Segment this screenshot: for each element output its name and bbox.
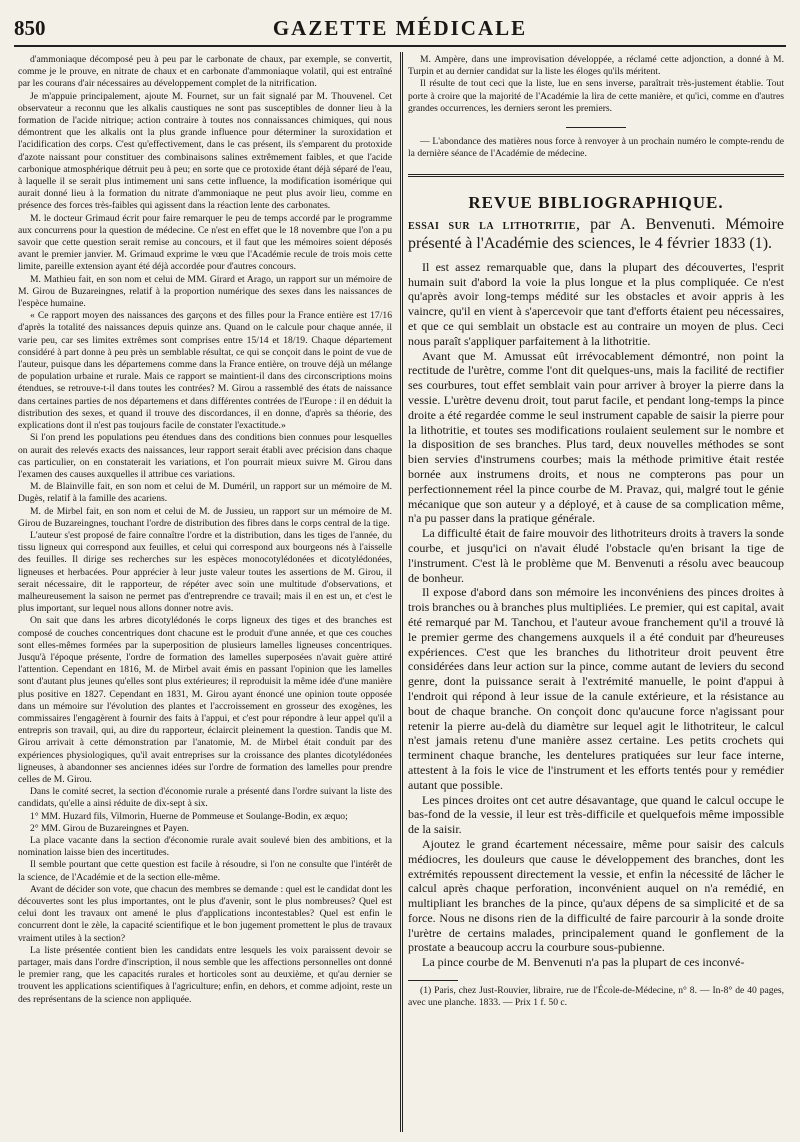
review-heading-rest: , par A. Benvenuti. Mémoire présenté à l'Académie des sciences, le 4 février 1833 (1). — [408, 215, 784, 252]
article-paragraph: Si l'on prend les populations peu étendues dans des conditions bien connues pour lesquelles on aurait des relevés exacts des naissances, leur rapport serait établi avec précision dans chaque cas particulier, on en constaterait les variations, et l'on pourrait mieux suivre M. Girou dans l'examen des causes auxquelles il attribue ces variations. — [18, 432, 392, 480]
article-paragraph: Avant de décider son vote, que chacun des membres se demande : quel est le candidat dont les découvertes sont les plus importantes, ont le plus d'avenir, sont le plus nombreuses? Quel est celui dont les travaux ont amené le plus d'applications incontestables? Quel est enfin le concurrent dont le zèle, la capacité scientifique et le bon jugement promettent le plus de travaux vraiment utiles à la section? — [18, 883, 392, 944]
candidate-list-item: 2° MM. Girou de Buzareingnes et Payen. — [30, 822, 189, 834]
article-paragraph: L'auteur s'est proposé de faire connaître l'ordre et la distribution, dans les tiges de l'année, du tissu ligneux qui correspond aux feuilles, et celui qui correspond aux bourgeons nés à l'aisselle des feuilles. Il dirige ses recherches sur les espèces monocotylédonées et dicotylédonées, ligneuses et herbacées. Pour apprécier à leur juste valeur toutes les assertions de M. Girou, il serait nécessaire, dit le rapporteur, de répéter avec soin une multitude d'observations, et malheureusement la saison ne permet pas d'entreprendre ce travail; mais il en est un, et c'est le plus important, sur lequel nous allons donner notre avis. — [18, 529, 392, 615]
short-separator — [566, 127, 626, 128]
review-paragraph: Il expose d'abord dans son mémoire les inconvéniens des pinces droites à trois branches ou à branches plus multipliées. Le premier, qui est capital, avait été remarqué par M. Tanchou, et l'auteur avoue franchement qu'il a trouvé là le premier germe des changemens auxquels il a été conduit par d'heureuses expériences. C'est que les branches du lithotriteur droit peuvent être considérées dans leur action sur la pince, comme autant de leviers du second genre, dont la puissance serait à l'extrémité manuelle, le point d'appui à l'endroit qui répond à leur issue de la canule extérieure, et la résistance au bout de chaque branche. On conçoit donc qu'aucune force n'agissant pour retenir la pierre au-delà du diamètre sur lequel agit le lithotriteur, le calcul n'est jamais retenu d'une manière assez certaine. Les petits crochets qui terminent chaque branche, les dentelures pratiquées sur leur face interne, attestent à la fois le vice de l'instrument et les efforts tentés pour y remédier autant que possible. — [408, 585, 784, 792]
review-paragraph: Avant que M. Amussat eût irrévocablement démontré, non point la rectitude de l'urètre, comme l'ont dit quelques-uns, mais la facilité de rectifier ses courbures, tout effet semblait vain pour arriver à broyer la pierre dans la vessie. L'urètre devenu droit, tout parut facile, et pendant long-temps la pince droite a été regardée comme le seul instrument capable de saisir la pierre pour la lithotritie, et toutes ses modifications roulaient seulement sur le nombre et la disposition de ses branches. Plus tard, deux nouvelles méthodes se sont bien servies d'instrumens courbes; mais la méthode primitive était restée bornée aux instrumens droits, et nous ne compterons pas pour un perfectionnement réel la pince courbe de M. Pravaz, qui, malgré tout le génie mécanique que son auteur y a déployé, et à cause de sa complication même, n'a pu passer dans la pratique générale. — [408, 348, 784, 526]
article-paragraph: Il résulte de tout ceci que la liste, lue en sens inverse, paraîtrait très-justement établie. Tout porte à croire que la majorité de l'Académie la lira de cette manière, et qu'ici, comme en d'autres grandes occurrences, les derniers seront les premiers. — [408, 78, 784, 114]
article-paragraph: Je m'appuie principalement, ajoute M. Fournet, sur un fait signalé par M. Thouvenel. Cet observateur a reconnu que les alkalis caustiques ne sont pas susceptibles de donner lieu à la formation de l'acide nitrique; action contraire à toutes nos connaissances chimiques, qui nous démontrent que les alkalis ont la plus grande influence pour déterminer la suroxidation et l'acidification des corps. C'est qu'effectivement, dans le cas présent, ils s'emparent du protoxide d'azote naissant pour constituer des combinaisons salines extrêmement faibles, et que l'acide carbonique atmosphérique détruit peu à peu; en sorte que ce protoxide étant déjà séparé de l'eau, à laquelle il se serait plus intimement uni sans cette influence, la modification isomérique qui aurait donné lieu à la formation du nitrate d'ammoniaque ne peut plus avoir lieu, comme en présence des forces très-faibles qui agissent dans la réaction lente des carbonates. — [18, 90, 392, 212]
review-paragraph: Il est assez remarquable que, dans la plupart des découvertes, l'esprit humain suit d'abord la voie la plus longue et la plus compliquée. Ce n'est qu'après avoir long-temps médité sur les obstacles et avoir appris à les vaincre, qu'il en vient à s'apercevoir que tant d'efforts étaient peu nécessaires, et que ce qui semblait un obstacle est au contraire un moyen de plus. Ceci nous paraît s'appliquer parfaitement à la lithotritie. — [408, 259, 784, 348]
article-paragraph: La place vacante dans la section d'économie rurale avait soulevé bien des ambitions, et la nomination laisse bien des incertitudes. — [18, 835, 392, 859]
review-heading — [408, 216, 784, 252]
section-title: REVUE BIBLIOGRAPHIQUE. — [468, 193, 724, 213]
page-header — [14, 16, 786, 42]
candidate-list-item: 1° MM. Huzard fils, Vilmorin, Huerne de Pommeuse et Soulange-Bodin, ex æquo; — [30, 810, 348, 822]
review-paragraph: La difficulté était de faire mouvoir des lithotriteurs droits à travers la sonde courbe, et jusqu'ici on n'avait éludé l'obstacle qu'en brisant la tige de l'instrument. C'est là le problème que M. Benvenuti a résolu avec beaucoup de bonheur. — [408, 526, 784, 585]
article-paragraph: « Ce rapport moyen des naissances des garçons et des filles pour la France entière est 17/16 d'après la totalité des naissances depuis quinze ans. Quand on le calcule pour chaque année, il varie peu, car ses limites extrêmes sont comprises entre 15/14 et 18/19. Chaque département considéré à part donne à peu près un semblable résultat, ce qui se conçoit dans le point de vue de l'auteur, puisque dans les départemens comme dans la France entière, on trouve déjà un mélange de population urbaine et rurale. Mais ce rapport se maintient-il dans des circonscriptions moins étendues, se retrouve-t-il dans toutes les contrées? M. Girou a rassemblé des états de naissance dans certaines parties de nos départemens et dans différentes contrées de l'Europe : il en déduit la distribution des sexes, et quand il trouve des discordances, il en donne, d'après sa théorie, des explications dont il n'est pas toujours facile de constater l'exactitude.» — [18, 310, 392, 432]
article-paragraph: M. Mathieu fait, en son nom et celui de MM. Girard et Arago, un rapport sur un mémoire de M. Girou de Buzareingnes, relatif à la proportion numérique des sexes dans les naissances de l'espèce humaine. — [18, 273, 392, 310]
footnote-rule — [408, 980, 458, 981]
article-paragraph: M. de Mirbel fait, en son nom et celui de M. de Jussieu, un rapport sur un mémoire de M. Girou de Buzareingnes, touchant l'ordre de distribution des fibres dans le corps central de la tige. — [18, 505, 392, 529]
review-paragraph: Ajoutez le grand écartement nécessaire, même pour saisir des calculs médiocres, les douleurs que cause le développement des branches, dont les extrémités repoussent directement la vessie, et enfin la nécessité de lâcher le calcul après chaque perforation, inconvénient auquel on n'a remédié, en multipliant les branches de la pince, qu'aux dépens de sa simplicité et de sa force. Nous ne disons rien de la difficulté de faire parcourir à la sonde droite l'urètre de certains malades, principalement quand le gonflement de la prostate a beaucoup accru la courbure sous-pubienne. — [408, 836, 784, 955]
article-paragraph: M. de Blainville fait, en son nom et celui de M. Duméril, un rapport sur un mémoire de M. Dugès, relatif à la famille des acariens. — [18, 481, 392, 505]
review-heading-prefix: ESSAI SUR LA LITHOTRITIE — [408, 220, 576, 232]
article-paragraph: M. le docteur Grimaud écrit pour faire remarquer le peu de temps accordé par le programme aux concurrens pour la question de médecine. Ce n'est en effet que le 18 novembre que l'on a pu savoir que cette question serait remise au concours, et il faut que les mémoires soient déposés avant le premier janvier. M. Grimaud exprime le vœu que l'Académie recule de trois mois cette limite, pareille extension ayant été déjà accordée pour d'autres concours. — [18, 212, 392, 273]
article-paragraph: M. Ampère, dans une improvisation développée, a réclamé cette adjonction, a donné à M. Turpin et au dernier candidat sur la liste les éloges qu'ils méritent. — [408, 54, 784, 78]
review-paragraph: La pince courbe de M. Benvenuti n'a pas la plupart de ces inconvé- — [422, 955, 745, 970]
left-column — [18, 54, 392, 1136]
article-paragraph: d'ammoniaque décomposé peu à peu par le carbonate de chaux, par exemple, se convertit, comme je le prouve, en nitrate de chaux et en carbonate d'ammoniaque volatil, qui est entraîné par les courans d'air nécessaires au développement complet de la nitrification. — [18, 54, 392, 90]
section-rule — [408, 174, 784, 181]
article-paragraph: On sait que dans les arbres dicotylédonés le corps ligneux des tiges et des branches est composé de couches concentriques dont chacune est le produit d'une année, et que ces couches sont elles-mêmes formées par la superposition de plusieurs lamelles ligneuses concentriques. Jusqu'à l'époque présente, l'ordre de formation des lamelles superposées n'avait guère attiré l'attention. Cependant en 1816, M. de Mirbel avait émis en passant l'opinion que les lamelles sont d'autant plus jeunes qu'elles sont plus extérieures; il reproduisit la même idée d'une manière plus positive en 1827. Cependant en 1831, M. Girou ayant énoncé une opinion toute opposée dans un mémoire sur l'évolution des plantes et l'accroissement en grosseur des exogènes, les commissaires l'engagèrent à fournir des faits à l'appui, et c'est pour répondre à leur appel qu'il a entrepris son travail, qui, au dire du rapporteur, éclaircit pleinement la question. Tandis que M. Girou arrivait à cette démonstration par l'anatomie, M. de Mirbel était conduit par des expériences physiologiques, qu'il avait entreprises sur la croissance des plantes dicotylédonées ligneuses, à abandonner ses anciennes idées sur l'ordre de formation des lamelles pour prendre celles de M. Girou. — [18, 615, 392, 785]
header-rule — [14, 45, 786, 47]
review-paragraph: Les pinces droites ont cet autre désavantage, que quand le calcul occupe le bas-fond de la vessie, il leur est très-difficile et quelquefois même impossible de la saisir. — [408, 792, 784, 837]
right-column — [408, 54, 784, 1136]
page-number: 850 — [14, 16, 46, 40]
editorial-notice: — L'abondance des matières nous force à renvoyer à un prochain numéro le compte-rendu de la dernière séance de l'Académie de médecine. — [408, 136, 784, 160]
footnote: (1) Paris, chez Just-Rouvier, libraire, rue de l'École-de-Médecine, n° 8. — In-8° de 40 pages, avec une planche. 1833. — Prix 1 f. 50 c. — [408, 985, 784, 1009]
column-divider — [400, 52, 403, 1132]
journal-title: GAZETTE MÉDICALE — [272, 16, 528, 40]
article-paragraph: La liste présentée contient bien les candidats entre lesquels les voix paraissent devoir se partager, mais dans l'ordre d'inscription, il nous semble que les affections personnelles ont donné le premier rang, que les capacités rurales et horticoles sont au deuxième, et qu'au dernier se trouvent les applications scientifiques à l'agriculture; enfin, en dehors, et comme adjoint, reste un des représentans de la science non appliquée. — [18, 944, 392, 1005]
article-paragraph: Dans le comité secret, la section d'économie rurale a présenté dans l'ordre suivant la liste des candidats, qu'elle a ainsi réduite de dix-sept à six. — [18, 786, 392, 810]
article-paragraph: Il semble pourtant que cette question est facile à résoudre, si l'on ne consulte que l'intérêt de la science, de l'Académie et de la section elle-même. — [18, 859, 392, 883]
